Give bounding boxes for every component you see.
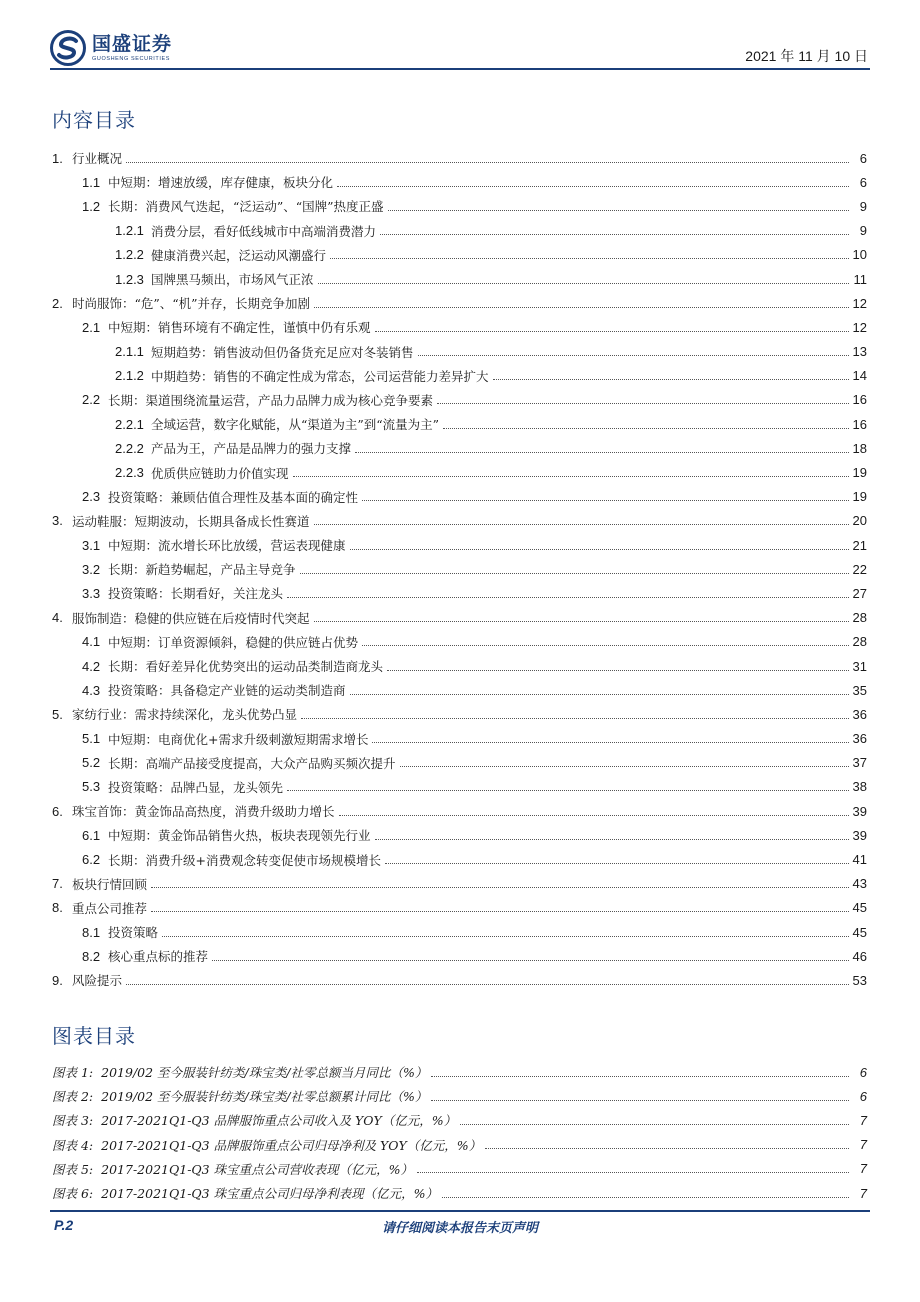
toc-entry-number: 7.	[52, 876, 63, 892]
toc-entry-number: 2.2	[82, 392, 101, 408]
toc-entry-title: 长期：渠道围绕流量运营，产品力品牌力成为核心竞争要素	[108, 392, 434, 408]
toc-entry-number: 8.1	[82, 924, 101, 940]
toc-entry-page: 39	[852, 827, 867, 843]
toc-entry-title: 全域运营，数字化赋能，从“渠道为主”到“流量为主”	[151, 417, 440, 433]
toc-title: 内容目录	[52, 108, 136, 132]
toc-entry-number: 1.	[52, 150, 63, 166]
toc-leader-dots	[493, 379, 849, 380]
toc-entry-page: 31	[852, 658, 867, 674]
toc-leader-dots	[126, 162, 849, 163]
toc-leader-dots	[400, 766, 849, 767]
toc-entry[interactable]	[52, 340, 867, 364]
toc-leader-dots	[287, 790, 849, 791]
figure-entry-title: 2019/02 至今服装针纺类/珠宝类/社零总额累计同比（%）	[101, 1089, 428, 1105]
toc-entry-page: 21	[852, 537, 867, 553]
toc-entry-number: 9.	[52, 972, 63, 988]
toc-entry-number: 2.1.1	[115, 344, 144, 360]
figure-list	[52, 1060, 867, 1205]
toc-entry-page: 53	[852, 972, 867, 988]
toc-entry-page: 46	[852, 948, 867, 964]
figure-entry-label: 图表 6:	[52, 1186, 94, 1202]
toc-entry[interactable]	[52, 654, 867, 678]
toc-leader-dots	[151, 887, 849, 888]
toc-leader-dots	[162, 936, 849, 937]
toc-entry[interactable]	[52, 364, 867, 388]
toc-entry[interactable]	[52, 872, 867, 896]
toc-entry-number: 8.	[52, 900, 63, 916]
toc-entry-page: 20	[852, 513, 867, 529]
toc-entry-number: 2.2.3	[115, 465, 144, 481]
toc-entry-title: 中短期：电商优化+需求升级刺激短期需求增长	[108, 731, 369, 747]
toc-entry-number: 2.1	[82, 319, 101, 335]
toc-entry-title: 短期趋势：销售波动但仍备货充足应对冬装销售	[151, 344, 414, 360]
toc-entry-number: 1.2.2	[115, 247, 144, 263]
figure-entry-page: 7	[859, 1185, 867, 1201]
toc-entry-number: 6.	[52, 803, 63, 819]
toc-entry-number: 5.	[52, 706, 63, 722]
toc-entry-title: 投资策略	[108, 925, 159, 941]
toc-entry-number: 5.3	[82, 779, 101, 795]
toc-entry[interactable]	[52, 775, 867, 799]
toc-entry[interactable]	[52, 267, 867, 291]
toc-leader-dots	[301, 718, 849, 719]
toc-entry-title: 长期：新趋势崛起，产品主导竞争	[108, 562, 296, 578]
toc-entry-title: 国牌黑马频出，市场风气正浓	[151, 272, 314, 288]
toc-entry-page: 16	[852, 392, 867, 408]
toc-entry-number: 1.1	[82, 174, 101, 190]
toc-entry[interactable]	[52, 460, 867, 484]
toc-leader-dots	[126, 984, 849, 985]
toc-entry[interactable]	[52, 727, 867, 751]
toc-entry-page: 18	[852, 440, 867, 456]
toc-entry-number: 5.2	[82, 755, 101, 771]
figure-entry-label: 图表 2:	[52, 1089, 94, 1105]
toc-entry-title: 投资策略：兼顾估值合理性及基本面的确定性	[108, 489, 359, 505]
figure-entry-page: 7	[859, 1137, 867, 1153]
toc-entry[interactable]	[52, 702, 867, 726]
report-date: 2021 年 11 月 10 日	[745, 48, 868, 64]
toc-entry-page: 6	[859, 174, 867, 190]
toc-entry-page: 10	[852, 247, 867, 263]
toc-entry-title: 运动鞋服：短期波动，长期具备成长性赛道	[72, 513, 310, 529]
toc-entry-number: 3.	[52, 513, 63, 529]
toc-leader-dots	[350, 549, 849, 550]
toc-entry[interactable]	[52, 412, 867, 436]
toc-entry-title: 核心重点标的推荐	[108, 949, 209, 965]
figure-entry-title: 2017-2021Q1-Q3 珠宝重点公司归母净利表现（亿元，%）	[101, 1186, 438, 1202]
toc-entry-title: 投资策略：品牌凸显，龙头领先	[108, 779, 284, 795]
figure-entry-label: 图表 3:	[52, 1113, 94, 1129]
toc-entry-title: 中短期：销售环境有不确定性，谨慎中仍有乐观	[108, 320, 371, 336]
toc-leader-dots	[375, 839, 849, 840]
toc-entry[interactable]	[52, 509, 867, 533]
toc-entry[interactable]	[52, 146, 867, 170]
toc-entry-page: 19	[852, 465, 867, 481]
toc-entry-number: 3.3	[82, 585, 101, 601]
toc-entry-title: 长期：高端产品接受度提高，大众产品购买频次提升	[108, 755, 396, 771]
figure-entry-page: 7	[859, 1112, 867, 1128]
toc-entry-number: 4.1	[82, 634, 101, 650]
toc-leader-dots	[443, 428, 848, 429]
figure-entry-page: 7	[859, 1161, 867, 1177]
toc-entry-page: 9	[859, 198, 867, 214]
toc-entry-number: 2.	[52, 295, 63, 311]
toc-entry-title: 消费分层，看好低线城市中高端消费潜力	[151, 223, 377, 239]
toc-leader-dots	[355, 452, 849, 453]
toc-entry[interactable]	[52, 243, 867, 267]
toc-entry-page: 9	[859, 223, 867, 239]
toc-entry[interactable]	[52, 751, 867, 775]
toc-leader-dots	[388, 210, 849, 211]
toc-entry[interactable]	[52, 896, 867, 920]
toc-entry-title: 中短期：黄金饰品销售火热，板块表现领先行业	[108, 828, 371, 844]
figure-entry-title: 2017-2021Q1-Q3 品牌服饰重点公司归母净利及 YOY（亿元，%）	[101, 1137, 482, 1153]
toc-entry[interactable]	[52, 823, 867, 847]
toc-leader-dots	[387, 670, 849, 671]
toc-entry-page: 11	[853, 271, 867, 287]
toc-entry[interactable]	[52, 170, 867, 194]
toc-entry-page: 37	[852, 755, 867, 771]
toc-entry-page: 6	[859, 150, 867, 166]
toc-entry-title: 中短期：订单资源倾斜，稳健的供应链占优势	[108, 634, 359, 650]
figure-entry[interactable]	[52, 1060, 867, 1084]
toc-entry-page: 36	[852, 731, 867, 747]
toc-entry-title: 优质供应链助力价值实现	[151, 465, 289, 481]
toc-leader-dots	[385, 863, 849, 864]
toc-entry[interactable]	[52, 533, 867, 557]
toc-entry[interactable]	[52, 485, 867, 509]
toc-entry-title: 行业概况	[72, 151, 123, 167]
toc-entry-number: 2.1.2	[115, 368, 144, 384]
toc-entry-title: 投资策略：长期看好，关注龙头	[108, 586, 284, 602]
figure-entry[interactable]	[52, 1108, 867, 1132]
toc-leader-dots	[314, 307, 848, 308]
toc-entry-number: 1.2.1	[115, 223, 144, 239]
toc-leader-dots	[350, 694, 849, 695]
toc-entry-title: 家纺行业：需求持续深化，龙头优势凸显	[72, 707, 298, 723]
toc-entry-page: 12	[852, 295, 867, 311]
toc-leader-dots	[212, 960, 849, 961]
toc-leader-dots	[372, 742, 848, 743]
toc-leader-dots	[437, 403, 849, 404]
toc-entry-title: 健康消费兴起，泛运动风潮盛行	[151, 247, 327, 263]
toc-entry-page: 22	[852, 561, 867, 577]
figure-entry[interactable]	[52, 1084, 867, 1108]
page-number: P.2	[54, 1217, 74, 1233]
figures-title: 图表目录	[52, 1024, 136, 1048]
figure-entry-label: 图表 1:	[52, 1065, 94, 1081]
toc-entry-page: 39	[852, 803, 867, 819]
toc-entry[interactable]	[52, 944, 867, 968]
toc-entry-page: 41	[852, 852, 867, 868]
figure-entry-page: 6	[859, 1064, 867, 1080]
toc-leader-dots	[293, 476, 849, 477]
toc-entry-number: 2.2.1	[115, 416, 144, 432]
toc-entry-title: 时尚服饰：“危”、“机”并存，长期竞争加剧	[72, 296, 311, 312]
toc-entry-title: 中期趋势：销售的不确定性成为常态，公司运营能力差异扩大	[151, 368, 489, 384]
figure-leader-dots	[442, 1197, 849, 1198]
toc-entry-number: 4.	[52, 610, 63, 626]
toc-leader-dots	[337, 186, 849, 187]
toc-leader-dots	[380, 234, 849, 235]
toc-entry-title: 长期：看好差异化优势突出的运动品类制造商龙头	[108, 659, 384, 675]
figure-entry[interactable]	[52, 1181, 867, 1205]
toc-entry-page: 28	[852, 610, 867, 626]
figure-leader-dots	[460, 1124, 849, 1125]
toc-entry-number: 8.2	[82, 948, 101, 964]
toc-entry-page: 43	[852, 876, 867, 892]
toc-entry-title: 产品为王，产品是品牌力的强力支撑	[151, 441, 352, 457]
toc-entry[interactable]	[52, 315, 867, 339]
toc-entry[interactable]	[52, 630, 867, 654]
toc-entry[interactable]	[52, 581, 867, 605]
toc-entry[interactable]	[52, 219, 867, 243]
toc-entry-number: 6.1	[82, 827, 101, 843]
toc-entry-page: 14	[852, 368, 867, 384]
toc-entry-number: 1.2	[82, 198, 101, 214]
figure-leader-dots	[485, 1148, 849, 1149]
toc-entry-title: 珠宝首饰：黄金饰品高热度，消费升级助力增长	[72, 804, 335, 820]
toc-entry-title: 板块行情回顾	[72, 876, 148, 892]
toc-entry[interactable]	[52, 436, 867, 460]
toc-leader-dots	[314, 524, 849, 525]
toc-entry-page: 38	[852, 779, 867, 795]
toc-entry-number: 3.2	[82, 561, 101, 577]
toc-leader-dots	[300, 573, 849, 574]
toc-leader-dots	[418, 355, 849, 356]
figure-entry-title: 2017-2021Q1-Q3 珠宝重点公司营收表现（亿元，%）	[101, 1161, 413, 1177]
toc-entry-title: 投资策略：具备稳定产业链的运动类制造商	[108, 683, 346, 699]
toc-entry[interactable]	[52, 606, 867, 630]
toc-entry-title: 中短期：增速放缓，库存健康，板块分化	[108, 175, 334, 191]
logo-emblem-icon	[50, 30, 86, 66]
toc-entry[interactable]	[52, 388, 867, 412]
figure-leader-dots	[431, 1100, 849, 1101]
toc-entry-page: 28	[852, 634, 867, 650]
figure-entry-label: 图表 5:	[52, 1161, 94, 1177]
toc-leader-dots	[330, 258, 849, 259]
toc-entry-page: 45	[852, 924, 867, 940]
figure-leader-dots	[417, 1172, 849, 1173]
toc-leader-dots	[339, 815, 849, 816]
footer-disclaimer: 请仔细阅读本报告末页声明	[381, 1221, 538, 1236]
toc-entry-title: 长期：消费风气迭起，“泛运动”、“国牌”热度正盛	[108, 199, 384, 215]
toc-entry-title: 风险提示	[72, 973, 123, 989]
toc-entry-number: 3.1	[82, 537, 101, 553]
toc-entry-title: 长期：消费升级+消费观念转变促使市场规模增长	[108, 852, 381, 868]
company-logo	[50, 28, 172, 68]
logo-english-name: GUOSHENG SECURITIES	[92, 56, 171, 62]
toc-entry[interactable]	[52, 968, 867, 992]
toc-leader-dots	[362, 500, 849, 501]
toc-leader-dots	[318, 283, 849, 284]
toc-entry-number: 4.3	[82, 682, 101, 698]
toc-entry-page: 13	[852, 344, 867, 360]
toc-entry-title: 服饰制造：稳健的供应链在后疫情时代突起	[72, 610, 310, 626]
toc-leader-dots	[362, 645, 849, 646]
toc-entry-number: 2.3	[82, 489, 101, 505]
toc-entry[interactable]	[52, 678, 867, 702]
toc-leader-dots	[375, 331, 849, 332]
toc-entry-page: 12	[852, 319, 867, 335]
figure-entry-title: 2017-2021Q1-Q3 品牌服饰重点公司收入及 YOY（亿元，%）	[101, 1113, 457, 1129]
toc-entry-number: 2.2.2	[115, 440, 144, 456]
toc-entry-page: 16	[852, 416, 867, 432]
toc-entry-title: 中短期：流水增长环比放缓，营运表现健康	[108, 538, 346, 554]
figure-entry-page: 6	[859, 1088, 867, 1104]
logo-chinese-name: 国盛证券	[92, 33, 173, 55]
toc-entry[interactable]	[52, 194, 867, 218]
toc-entry-number: 1.2.3	[115, 271, 144, 287]
toc-leader-dots	[287, 597, 849, 598]
toc-entry[interactable]	[52, 920, 867, 944]
header-divider	[50, 68, 870, 70]
toc-entry[interactable]	[52, 291, 867, 315]
toc-entry-number: 4.2	[82, 658, 101, 674]
toc-entry[interactable]	[52, 847, 867, 871]
toc-entry[interactable]	[52, 799, 867, 823]
toc-entry-page: 27	[852, 585, 867, 601]
toc-entry-page: 45	[852, 900, 867, 916]
toc-leader-dots	[314, 621, 849, 622]
figure-entry[interactable]	[52, 1157, 867, 1181]
toc-entry-page: 35	[852, 682, 867, 698]
toc-entry[interactable]	[52, 557, 867, 581]
figure-entry-title: 2019/02 至今服装针纺类/珠宝类/社零总额当月同比（%）	[101, 1065, 428, 1081]
figure-leader-dots	[431, 1076, 849, 1077]
toc-leader-dots	[151, 911, 849, 912]
toc-entry-page: 36	[852, 706, 867, 722]
toc-entry-number: 5.1	[82, 731, 101, 747]
figure-entry[interactable]	[52, 1133, 867, 1157]
toc-entry-title: 重点公司推荐	[72, 900, 148, 916]
table-of-contents	[52, 146, 867, 993]
footer-divider	[50, 1210, 870, 1212]
figure-entry-label: 图表 4:	[52, 1137, 94, 1153]
page-header	[50, 28, 870, 68]
toc-entry-number: 6.2	[82, 852, 101, 868]
toc-entry-page: 19	[852, 489, 867, 505]
